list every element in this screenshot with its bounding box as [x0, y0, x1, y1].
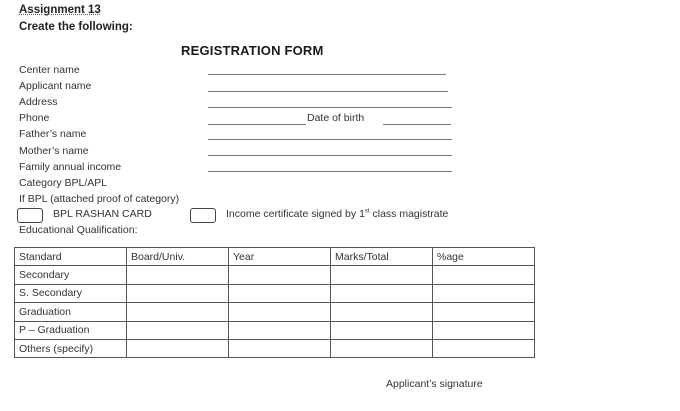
table-cell[interactable] [229, 266, 331, 284]
fathers-name-label: Father’s name [19, 128, 87, 140]
table-cell[interactable] [229, 339, 331, 357]
bpl-rashan-card-checkbox[interactable] [17, 208, 43, 223]
applicant-name-label: Applicant name [19, 80, 92, 92]
applicant-signature-label: Applicant’s signature [386, 378, 483, 390]
table-cell[interactable] [127, 284, 229, 302]
table-row [15, 321, 535, 339]
table-cell[interactable] [229, 284, 331, 302]
phone-label: Phone [19, 112, 50, 124]
income-certificate-checkbox[interactable] [190, 208, 216, 223]
column-header: Marks/Total [331, 248, 433, 266]
mothers-name-line[interactable] [208, 155, 452, 156]
date-of-birth-label: Date of birth [307, 112, 365, 124]
family-income-label: Family annual income [19, 161, 122, 173]
column-header: %age [433, 248, 535, 266]
table-cell[interactable] [433, 266, 535, 284]
income-certificate-label: Income certificate signed by 1st class magistrate [226, 208, 449, 220]
family-income-line[interactable] [208, 171, 452, 172]
address-label: Address [19, 96, 58, 108]
row-label: Others (specify) [15, 339, 127, 357]
column-header: Year [229, 248, 331, 266]
table-cell[interactable] [433, 321, 535, 339]
mothers-name-label: Mother’s name [19, 145, 89, 157]
column-header: Board/Univ. [127, 248, 229, 266]
row-label: Secondary [15, 266, 127, 284]
table-cell[interactable] [433, 339, 535, 357]
assignment-heading: Assignment 13 [19, 4, 101, 16]
table-row [15, 284, 535, 302]
table-cell[interactable] [127, 339, 229, 357]
table-cell[interactable] [433, 303, 535, 321]
table-cell[interactable] [331, 321, 433, 339]
applicant-name-line[interactable] [208, 91, 448, 92]
row-label: Graduation [15, 303, 127, 321]
table-cell[interactable] [331, 284, 433, 302]
phone-line[interactable] [208, 124, 306, 125]
row-label: S. Secondary [15, 284, 127, 302]
table-cell[interactable] [229, 321, 331, 339]
bpl-proof-note: If BPL (attached proof of category) [19, 193, 180, 205]
instruction-text: Create the following: [19, 21, 133, 33]
form-title: REGISTRATION FORM [181, 43, 324, 58]
category-label: Category BPL/APL [19, 177, 108, 189]
center-name-label: Center name [19, 64, 80, 76]
address-line[interactable] [208, 107, 452, 108]
table-cell[interactable] [127, 321, 229, 339]
fathers-name-line[interactable] [208, 139, 452, 140]
center-name-line[interactable] [208, 74, 446, 75]
table-cell[interactable] [331, 339, 433, 357]
column-header: Standard [15, 248, 127, 266]
table-cell[interactable] [331, 266, 433, 284]
table-row [15, 266, 535, 284]
educational-qualification-heading: Educational Qualification: [19, 224, 138, 236]
table-cell[interactable] [433, 284, 535, 302]
table-row [15, 303, 535, 321]
table-cell[interactable] [331, 303, 433, 321]
bpl-rashan-card-label: BPL RASHAN CARD [53, 208, 152, 220]
date-of-birth-line[interactable] [383, 124, 451, 125]
row-label: P – Graduation [15, 321, 127, 339]
table-row [15, 339, 535, 357]
table-cell[interactable] [127, 303, 229, 321]
table-cell[interactable] [229, 303, 331, 321]
table-header-row [15, 248, 535, 266]
education-table [14, 247, 535, 358]
table-cell[interactable] [127, 266, 229, 284]
